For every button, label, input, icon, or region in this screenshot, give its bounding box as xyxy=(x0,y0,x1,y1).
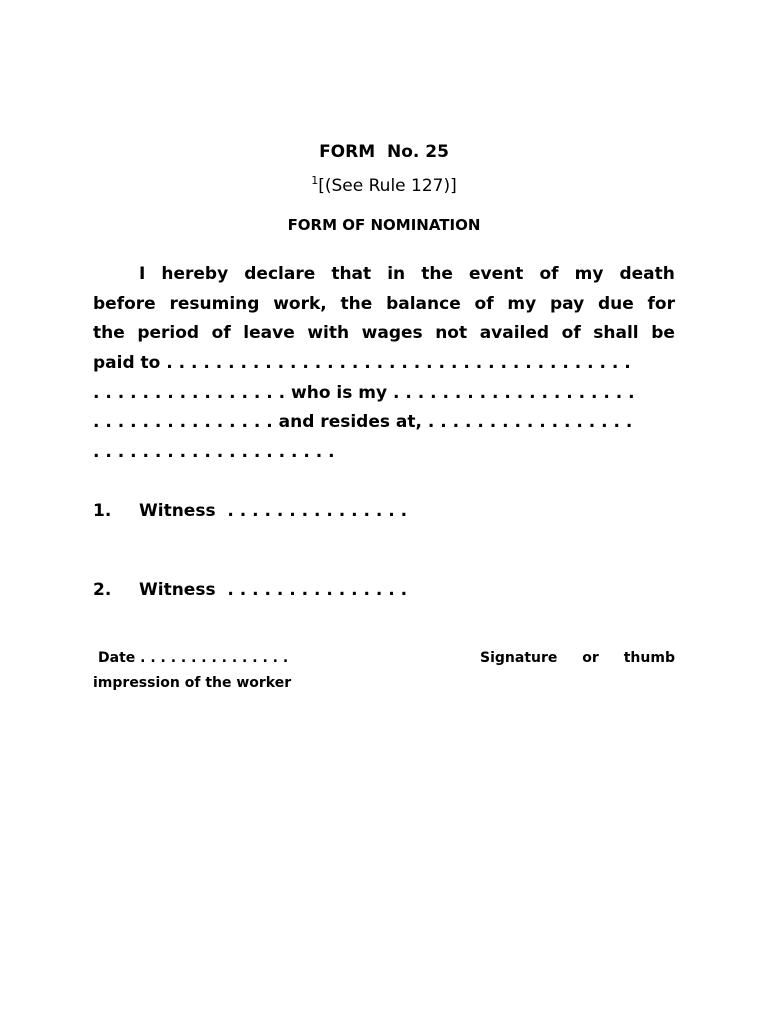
word: the xyxy=(340,293,373,314)
word: of xyxy=(561,323,581,344)
declaration-line-1 xyxy=(93,260,675,290)
word: resuming xyxy=(169,293,260,314)
form-title: FORM OF NOMINATION xyxy=(287,216,481,234)
word: balance xyxy=(386,293,461,314)
word: death xyxy=(619,264,675,284)
word: declare xyxy=(244,264,316,284)
declaration-paragraph xyxy=(93,260,675,468)
word: event xyxy=(469,264,524,284)
declaration-line-payee: paid to . . . . . . . . . . . . . . . . . . . . . . . . . . . . . . . . . . . . . . xyxy=(93,353,631,374)
declaration-line-3 xyxy=(93,319,675,349)
footnote-marker: 1 xyxy=(311,174,319,187)
word: for xyxy=(647,293,675,314)
word: Signature xyxy=(480,650,558,666)
word: that xyxy=(331,264,372,284)
word: of xyxy=(539,264,559,284)
word: period xyxy=(137,323,200,344)
declaration-line-address: . . . . . . . . . . . . . . . . . . . . xyxy=(93,442,335,463)
declaration-line-relationship: . . . . . . . . . . . . . . . . who is my . . . . . . . . . . . . . . . . . . . . xyxy=(93,382,635,403)
word: before xyxy=(93,293,156,314)
word: work, xyxy=(273,293,327,314)
word: my xyxy=(574,264,604,284)
word: wages xyxy=(361,323,423,344)
word: pay xyxy=(549,293,585,314)
word: leave xyxy=(243,323,295,344)
date-field: Date . . . . . . . . . . . . . . . xyxy=(98,650,289,666)
witness-1 xyxy=(93,500,407,522)
signature-label xyxy=(480,648,675,668)
word: availed xyxy=(479,323,550,344)
word: thumb xyxy=(623,650,675,666)
word: or xyxy=(582,650,599,666)
witness-2-label: Witness . . . . . . . . . . . . . . . xyxy=(139,580,408,600)
rule-reference-text: [(See Rule 127)] xyxy=(318,176,457,196)
witness-1-label: Witness . . . . . . . . . . . . . . . xyxy=(139,501,408,521)
impression-label: impression of the worker xyxy=(93,675,292,691)
declaration-line-2 xyxy=(93,290,675,320)
word: with xyxy=(307,323,350,344)
word: not xyxy=(435,323,468,344)
word: I xyxy=(139,264,146,284)
word: be xyxy=(651,323,675,344)
witness-2 xyxy=(93,579,407,601)
word: due xyxy=(597,293,634,314)
word: of xyxy=(211,323,231,344)
witness-2-number: 2. xyxy=(93,580,112,600)
form-number-heading: FORM No. 25 xyxy=(319,142,449,162)
word: in xyxy=(387,264,406,284)
word: my xyxy=(507,293,537,314)
word: the xyxy=(93,323,125,344)
declaration-line-residence: . . . . . . . . . . . . . . . and resides at, . . . . . . . . . . . . . . . . . xyxy=(93,412,633,433)
word: shall xyxy=(593,323,639,344)
witness-1-number: 1. xyxy=(93,501,112,521)
word: of xyxy=(474,293,494,314)
word: hereby xyxy=(161,264,229,284)
word: the xyxy=(421,264,453,284)
rule-reference xyxy=(0,175,768,197)
